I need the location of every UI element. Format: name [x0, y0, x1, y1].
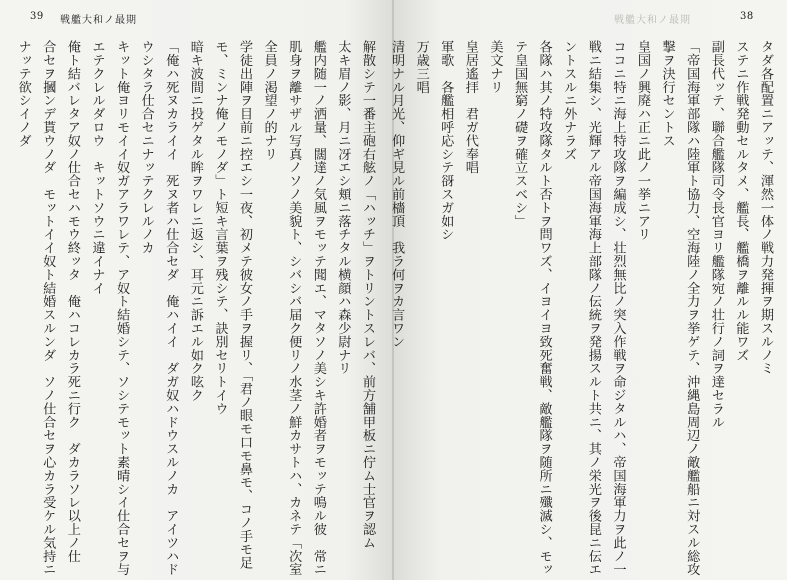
- text-column: 「帝国海軍部隊ハ陸軍ト協力、空海陸ノ全力ヲ挙ゲテ、沖縄島周辺ノ敵艦船ニ対スル総攻: [684, 40, 700, 576]
- text-column: 皇居遙拝 君ガ代奉唱: [462, 40, 478, 174]
- text-column: テ皇国無窮ノ礎ヲ確立スベシ」: [512, 40, 528, 228]
- text-column: タダ各配置ニアッテ、渾然一体ノ戦力発揮ヲ期スルノミ: [758, 40, 773, 375]
- right-page: [389, 0, 787, 580]
- text-column: 皇国ノ興廃ハ正ニ此ノ一挙ニアリ: [635, 40, 651, 241]
- left-page-number: 39: [30, 11, 44, 22]
- text-column: 艦内随一ノ洒量、闊達ノ気風ヲモッテ聞エ、マタソノ美シキ許婚者ヲモッテ鳴ル彼 常ニ: [310, 40, 326, 576]
- text-column: 万歳三唱: [413, 40, 429, 94]
- text-column: ナッテ欲シイノダ: [15, 40, 31, 148]
- text-column: ステニ作戦発動セルタメ、艦長、艦橋ヲ離ルル能ワズ: [733, 40, 749, 362]
- text-column: 「俺ハ死ヌカライイ 死ヌ者ハ仕合セダ 俺ハイイ ダガ奴ハドウスルノカ アイツハド: [163, 40, 179, 576]
- left-text-columns: [6, 40, 375, 576]
- left-running-head: 戦艦大和ノ最期: [60, 15, 137, 26]
- right-text-columns: [380, 40, 774, 576]
- text-column: ココニ特ニ海上特攻隊ヲ編成シ、壮烈無比ノ突入作戦ヲ命ジタルハ、帝国海軍力ヲ此ノ一: [610, 40, 626, 576]
- text-column: 美文ナリ: [487, 40, 503, 94]
- text-column: エテクレルダロウ キットソウニ違イナイ: [89, 40, 105, 295]
- left-page: [0, 0, 393, 580]
- text-column: 暗キ波間ニ投ゲタル眸ヲワレニ返シ、耳元ニ訴エル如ク呟ク: [187, 40, 203, 402]
- right-running-head: 戦艦大和ノ最期: [614, 15, 691, 26]
- text-column: ウシタラ仕合セニナッテクレルノカ: [138, 40, 154, 255]
- text-column: キット俺ヨリモイイ奴ガアラワレテ、ア奴ト結婚シテ、ソシテモット素晴シイ仕合セヲ与: [114, 40, 130, 576]
- text-column: 肌身ヲ離サザル写真ノソノ美貌ト、シバシバ届ク便リノ水茎ノ鮮カサトハ、カネテ「次室: [286, 40, 302, 576]
- text-column: 合セヲ摑ンデ貰ウノダ モットイイ奴ト結婚スルンダ ソノ仕合セヲ心カラ受ケル気持ニ: [40, 40, 56, 576]
- text-column: 太キ眉ノ影、月ニ冴エシ頬ニ落チタル横顔ハ森少尉ナリ: [335, 40, 351, 375]
- text-column: 副長代ッテ、聯合艦隊司令長官ヨリ艦隊宛ノ壮行ノ詞ヲ達セラル: [708, 40, 724, 429]
- right-page-number: 38: [740, 11, 754, 22]
- text-column: 軍歌 各艦相呼応シテ谺スガ如シ: [438, 40, 454, 241]
- text-column: 学徒出陣ヲ目前ニ控エシ一夜、初メテ彼女ノ手ヲ握リ、「君ノ眼モ口モ鼻モ、コノ手モ足: [237, 40, 253, 570]
- text-column: モ、ミンナ俺ノモノダ」ト短キ言葉ヲ残シテ、訣別セリトイウ: [212, 40, 228, 416]
- text-column: ントスルニ外ナラズ: [561, 40, 577, 161]
- text-column: 撃ヲ決行セントス: [659, 40, 675, 148]
- text-column: 各隊ハ其ノ特攻隊タルト否トヲ問ワズ、イヨイヨ致死奮戦、敵艦隊ヲ随所ニ殲滅シ、モッ: [536, 40, 552, 576]
- text-column: 解散シテ一番主砲右舷ノ「ハッチ」ヲトリントスレバ、前方舗甲板ニ佇ム士官ヲ認ム: [360, 40, 375, 550]
- text-column: 俺ト結バレタア奴ノ仕合セハモウ終ッタ 俺ハコレカラ死ニ行ク ダカラソレ以上ノ仕: [64, 40, 80, 563]
- text-column: 全員ノ渇望ノ的ナリ: [261, 40, 277, 161]
- text-column: 戦ニ結集シ、光輝アル帝国海軍海上部隊ノ伝統ヲ発揚スルト共ニ、其ノ栄光ヲ後昆ニ伝エ: [585, 40, 601, 576]
- text-column: 清明ナル月光、仰ギ見ル前檣頂 我ラ何ヲカ言ワン: [389, 40, 405, 349]
